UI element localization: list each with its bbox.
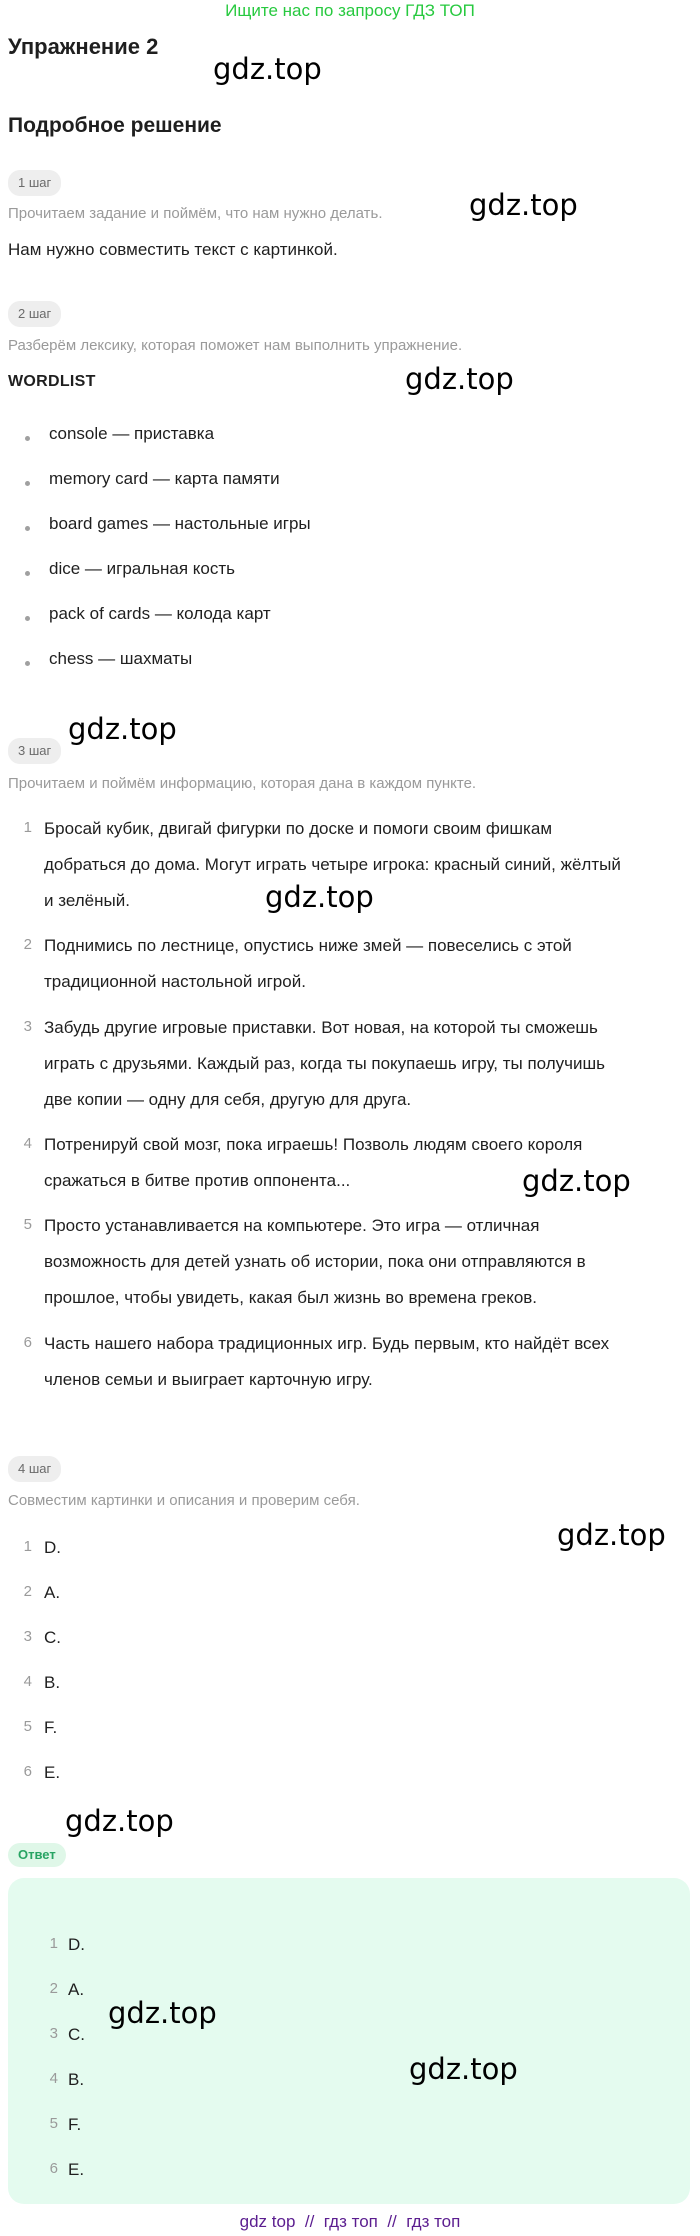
bullet [25, 436, 30, 441]
footer-links[interactable]: gdz top // гдз топ // гдз топ [239, 2212, 461, 2231]
answer-value: E. [68, 2160, 85, 2179]
answer-badge: Ответ [8, 1843, 66, 1867]
item-number: 4 [23, 1673, 32, 1690]
item-line: Просто устанавливается на компьютере. Это игра — отличная [44, 1216, 540, 1235]
watermark: gdz.top [557, 1518, 666, 1552]
step-description: Совместим картинки и описания и проверим себя. [8, 1492, 360, 1509]
step-badge-4: 4 шаг [8, 1456, 61, 1482]
item-number: 1 [23, 819, 32, 836]
item-number: 5 [23, 1718, 32, 1735]
item-line: членов семьи и выиграет карточную игру. [44, 1370, 373, 1389]
item-line: и зелёный. [44, 891, 130, 910]
watermark: gdz.top [265, 880, 374, 914]
answer-value: D. [68, 1935, 85, 1954]
step-description: Прочитаем задание и поймём, что нам нужно делать. [8, 205, 383, 222]
bullet [25, 661, 30, 666]
item-line: сражаться в битве против оппонента... [44, 1171, 351, 1190]
answer-value: D. [44, 1538, 61, 1557]
item-number: 6 [49, 2160, 58, 2177]
item-number: 3 [49, 2025, 58, 2042]
item-number: 3 [23, 1018, 32, 1035]
item-number: 2 [23, 1583, 32, 1600]
list-item: pack of cards — колода карт [49, 604, 271, 623]
item-number: 1 [49, 1935, 58, 1952]
item-number: 6 [23, 1334, 32, 1351]
step-text: Нам нужно совместить текст с картинкой. [8, 240, 338, 259]
item-line: Поднимись по лестнице, опустись ниже змей — повеселись с этой [44, 936, 572, 955]
item-number: 1 [23, 1538, 32, 1555]
bullet [25, 616, 30, 621]
wordlist-title: WORDLIST [8, 373, 96, 390]
answer-value: F. [68, 2115, 82, 2134]
item-number: 5 [49, 2115, 58, 2132]
watermark: gdz.top [65, 1804, 174, 1838]
item-number: 5 [23, 1216, 32, 1233]
answer-box [8, 1878, 690, 2204]
list-item: board games — настольные игры [49, 514, 311, 533]
list-item: chess — шахматы [49, 649, 193, 668]
top-banner[interactable]: Ищите нас по запросу ГДЗ ТОП [225, 1, 475, 20]
answer-value: A. [68, 1980, 85, 1999]
answer-value: B. [68, 2070, 85, 2089]
step-badge-3: 3 шаг [8, 738, 61, 764]
item-number: 2 [23, 936, 32, 953]
item-number: 6 [23, 1763, 32, 1780]
watermark: gdz.top [469, 188, 578, 222]
watermark: gdz.top [213, 52, 322, 86]
bullet [25, 571, 30, 576]
item-number: 4 [49, 2070, 58, 2087]
item-number: 3 [23, 1628, 32, 1645]
bullet [25, 481, 30, 486]
item-line: Потренируй свой мозг, пока играешь! Позволь людям своего короля [44, 1135, 583, 1154]
answer-value: F. [44, 1718, 58, 1737]
step-badge-1: 1 шаг [8, 170, 61, 196]
item-line: Бросай кубик, двигай фигурки по доске и помоги своим фишкам [44, 819, 553, 838]
item-line: добраться до дома. Могут играть четыре игрока: красный синий, жёлтый [44, 855, 621, 874]
section-title: Подробное решение [8, 114, 222, 137]
item-number: 2 [49, 1980, 58, 1997]
list-item: console — приставка [49, 424, 215, 443]
step-badge-2: 2 шаг [8, 301, 61, 327]
watermark: gdz.top [522, 1164, 631, 1198]
item-line: две копии — одну для себя, другую для друга. [44, 1090, 412, 1109]
watermark: gdz.top [108, 1996, 217, 2030]
answer-value: E. [44, 1763, 61, 1782]
page-title: Упражнение 2 [8, 34, 159, 59]
item-line: играть с друзьями. Каждый раз, когда ты покупаешь игру, ты получишь [44, 1054, 605, 1073]
list-item: memory card — карта памяти [49, 469, 280, 488]
item-line: возможность для детей узнать об истории, пока они отправляются в [44, 1252, 586, 1271]
watermark: gdz.top [68, 712, 177, 746]
bullet [25, 526, 30, 531]
answer-value: B. [44, 1673, 61, 1692]
item-line: Часть нашего набора традиционных игр. Будь первым, кто найдёт всех [44, 1334, 610, 1353]
item-line: прошлое, чтобы увидеть, какая был жизнь во времена греков. [44, 1288, 538, 1307]
step-description: Прочитаем и поймём информацию, которая дана в каждом пункте. [8, 775, 477, 792]
answer-value: C. [44, 1628, 61, 1647]
watermark: gdz.top [409, 2052, 518, 2086]
item-number: 4 [23, 1135, 32, 1152]
item-line: Забудь другие игровые приставки. Вот новая, на которой ты сможешь [44, 1018, 598, 1037]
watermark: gdz.top [405, 362, 514, 396]
list-item: dice — игральная кость [49, 559, 236, 578]
item-line: традиционной настольной игрой. [44, 972, 306, 991]
step-description: Разберём лексику, которая поможет нам выполнить упражнение. [8, 337, 463, 354]
answer-value: A. [44, 1583, 61, 1602]
answer-value: C. [68, 2025, 85, 2044]
